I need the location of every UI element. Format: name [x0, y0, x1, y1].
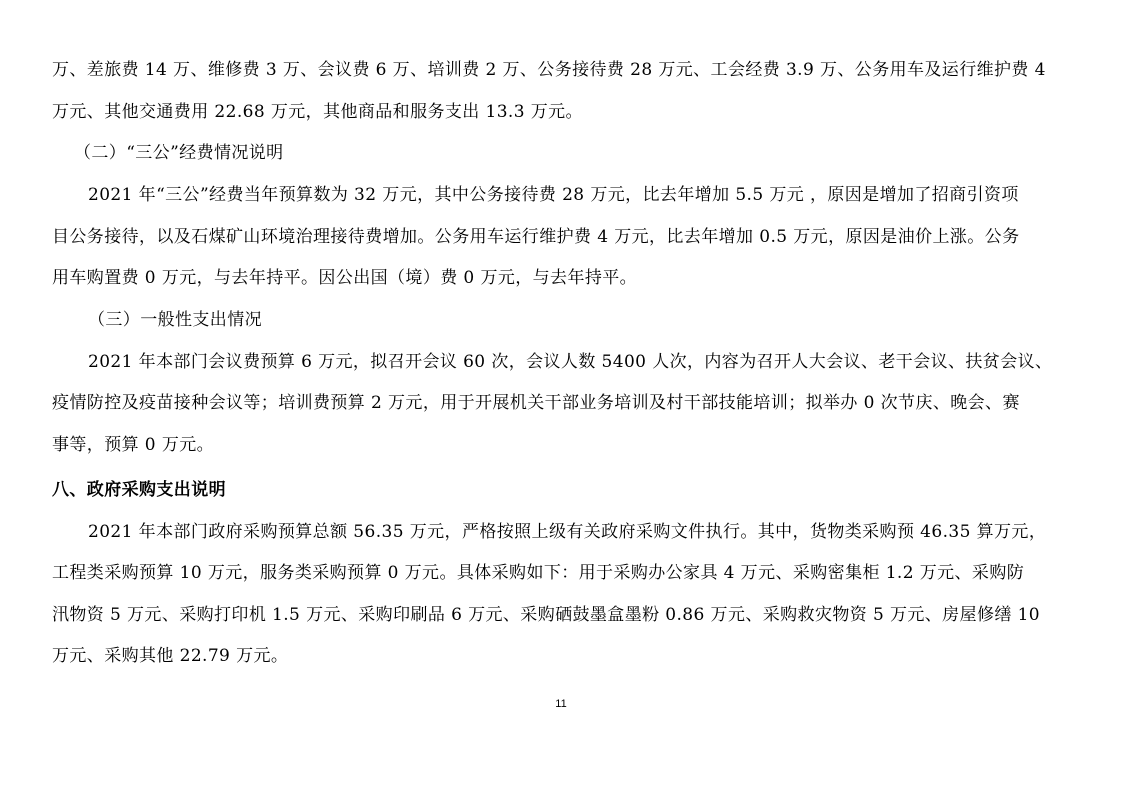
paragraph-three-public-line-1: 2021 年“三公”经费当年预算数为 32 万元，其中公务接待费 28 万元，比去年增加 5.5 万元 ，原因是增加了招商引资项 [88, 185, 1019, 205]
paragraph-procurement-line-2: 工程类采购预算 10 万元，服务类采购预算 0 万元。具体采购如下：用于采购办公家具 4 万元、采购密集柜 1.2 万元、采购防 [52, 563, 1025, 583]
subsection-title-general-expenditure: （三）一般性支出情况 [88, 310, 262, 330]
paragraph-general-line-1: 2021 年本部门会议费预算 6 万元，拟召开会议 60 次，会议人数 5400 人次，内容为召开人大会议、老干会议、扶贫会议、 [88, 352, 1053, 372]
paragraph-procurement-line-3: 汛物资 5 万元、采购打印机 1.5 万元、采购印刷品 6 万元、采购硒鼓墨盒墨粉 0.86 万元、采购救灾物资 5 万元、房屋修缮 10 [52, 605, 1041, 625]
paragraph-procurement-line-1: 2021 年本部门政府采购预算总额 56.35 万元，严格按照上级有关政府采购文件执行。其中，货物类采购预 46.35 算万元， [88, 522, 1047, 542]
paragraph-expenses-line-2: 万元、其他交通费用 22.68 万元，其他商品和服务支出 13.3 万元。 [52, 102, 583, 122]
paragraph-general-line-3: 事等，预算 0 万元。 [52, 435, 215, 455]
page-number: 11 [555, 698, 567, 710]
section-title-government-procurement: 八、政府采购支出说明 [52, 480, 226, 500]
paragraph-three-public-line-2: 目公务接待，以及石煤矿山环境治理接待费增加。公务用车运行维护费 4 万元，比去年增加 0.5 万元，原因是油价上涨。公务 [52, 227, 1020, 247]
paragraph-general-line-2: 疫情防控及疫苗接种会议等；培训费预算 2 万元，用于开展机关干部业务培训及村干部技能培训；拟举办 0 次节庆、晚会、赛 [52, 393, 1020, 413]
subsection-title-three-public: （二）“三公”经费情况说明 [74, 143, 284, 163]
paragraph-expenses-line-1: 万、差旅费 14 万、维修费 3 万、会议费 6 万、培训费 2 万、公务接待费 28 万元、工会经费 3.9 万、公务用车及运行维护费 4 [52, 60, 1046, 80]
paragraph-three-public-line-3: 用车购置费 0 万元，与去年持平。因公出国（境）费 0 万元，与去年持平。 [52, 268, 638, 288]
paragraph-procurement-line-4: 万元、采购其他 22.79 万元。 [52, 646, 289, 666]
